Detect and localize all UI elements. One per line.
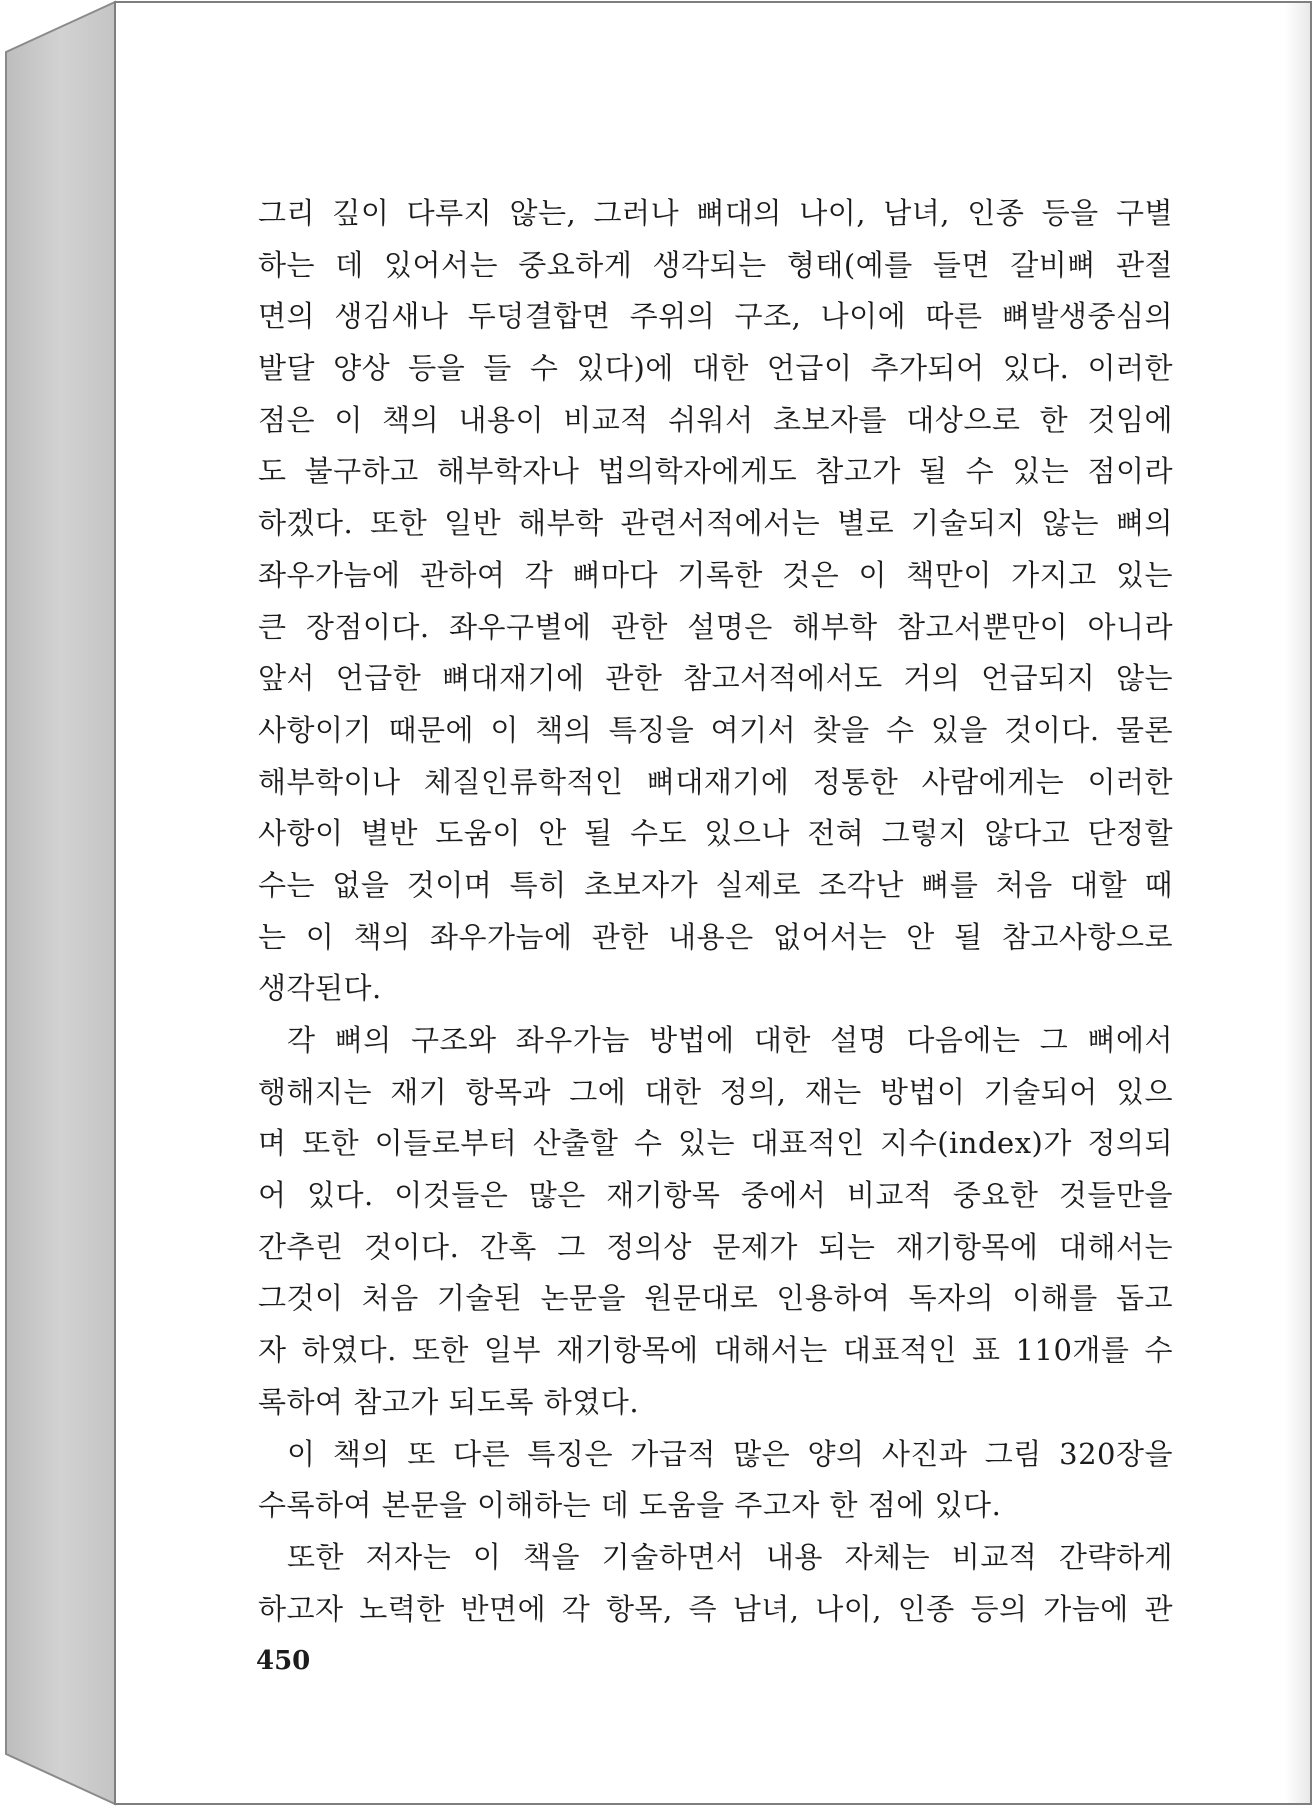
- text-line: 하고자 노력한 반면에 각 항목, 즉 남녀, 나이, 인종 등의 가늠에 관: [258, 1591, 1173, 1626]
- text-line: 하겠다. 또한 일반 해부학 관련서적에서는 별로 기술되지 않는 뼈의: [258, 506, 1173, 541]
- text-line: 면의 생김새나 두덩결합면 주위의 구조, 나이에 따른 뼈발생중심의: [258, 299, 1173, 334]
- text-line: 간추린 것이다. 간혹 그 정의상 문제가 되는 재기항목에 대해서는: [258, 1229, 1173, 1264]
- text-line: 하는 데 있어서는 중요하게 생각되는 형태(예를 들면 갈비뼈 관절: [258, 247, 1173, 282]
- text-line: 자 하였다. 또한 일부 재기항목에 대해서는 대표적인 표 110개를 수: [258, 1333, 1173, 1368]
- page-body-text: [258, 188, 1173, 1635]
- text-line: 생각된다.: [258, 971, 382, 1006]
- text-line: 록하여 참고가 되도록 하였다.: [258, 1384, 640, 1419]
- book-spine: [6, 2, 115, 1804]
- text-line: 도 불구하고 해부학자나 법의학자에게도 참고가 될 수 있는 점이라: [258, 454, 1173, 489]
- text-line: 해부학이나 체질인류학적인 뼈대재기에 정통한 사람에게는 이러한: [258, 764, 1173, 799]
- text-line: 발달 양상 등을 들 수 있다)에 대한 언급이 추가되어 있다. 이러한: [258, 351, 1173, 386]
- text-line: 사항이기 때문에 이 책의 특징을 여기서 찾을 수 있을 것이다. 물론: [258, 712, 1173, 747]
- text-line: 는 이 책의 좌우가늠에 관한 내용은 없어서는 안 될 참고사항으로: [258, 919, 1173, 954]
- text-line: 수록하여 본문을 이해하는 데 도움을 주고자 한 점에 있다.: [258, 1488, 1002, 1523]
- text-line: 점은 이 책의 내용이 비교적 쉬워서 초보자를 대상으로 한 것임에: [258, 402, 1173, 437]
- page-number: 450: [256, 1646, 311, 1676]
- text-line: 좌우가늠에 관하여 각 뼈마다 기록한 것은 이 책만이 가지고 있는: [258, 557, 1173, 592]
- text-line: 그리 깊이 다루지 않는, 그러나 뼈대의 나이, 남녀, 인종 등을 구별: [258, 196, 1173, 230]
- text-line: 큰 장점이다. 좌우구별에 관한 설명은 해부학 참고서뿐만이 아니라: [258, 609, 1173, 644]
- text-line: 이 책의 또 다른 특징은 가급적 많은 양의 사진과 그림 320장을: [287, 1436, 1173, 1471]
- text-line: 그것이 처음 기술된 논문을 원문대로 인용하여 독자의 이해를 돕고: [258, 1281, 1173, 1316]
- text-line: 며 또한 이들로부터 산출할 수 있는 대표적인 지수(index)가 정의되: [258, 1126, 1173, 1161]
- text-line: 수는 없을 것이며 특히 초보자가 실제로 조각난 뼈를 처음 대할 때: [258, 867, 1173, 902]
- text-line: 또한 저자는 이 책을 기술하면서 내용 자체는 비교적 간략하게: [287, 1539, 1173, 1574]
- text-line: 행해지는 재기 항목과 그에 대한 정의, 재는 방법이 기술되어 있으: [258, 1074, 1173, 1109]
- text-line: 각 뼈의 구조와 좌우가늠 방법에 대한 설명 다음에는 그 뼈에서: [287, 1023, 1173, 1057]
- text-line: 앞서 언급한 뼈대재기에 관한 참고서적에서도 거의 언급되지 않는: [258, 661, 1173, 696]
- text-line: 어 있다. 이것들은 많은 재기항목 중에서 비교적 중요한 것들만을: [258, 1178, 1173, 1213]
- text-line: 사항이 별반 도움이 안 될 수도 있으나 전혀 그렇지 않다고 단정할: [258, 816, 1173, 851]
